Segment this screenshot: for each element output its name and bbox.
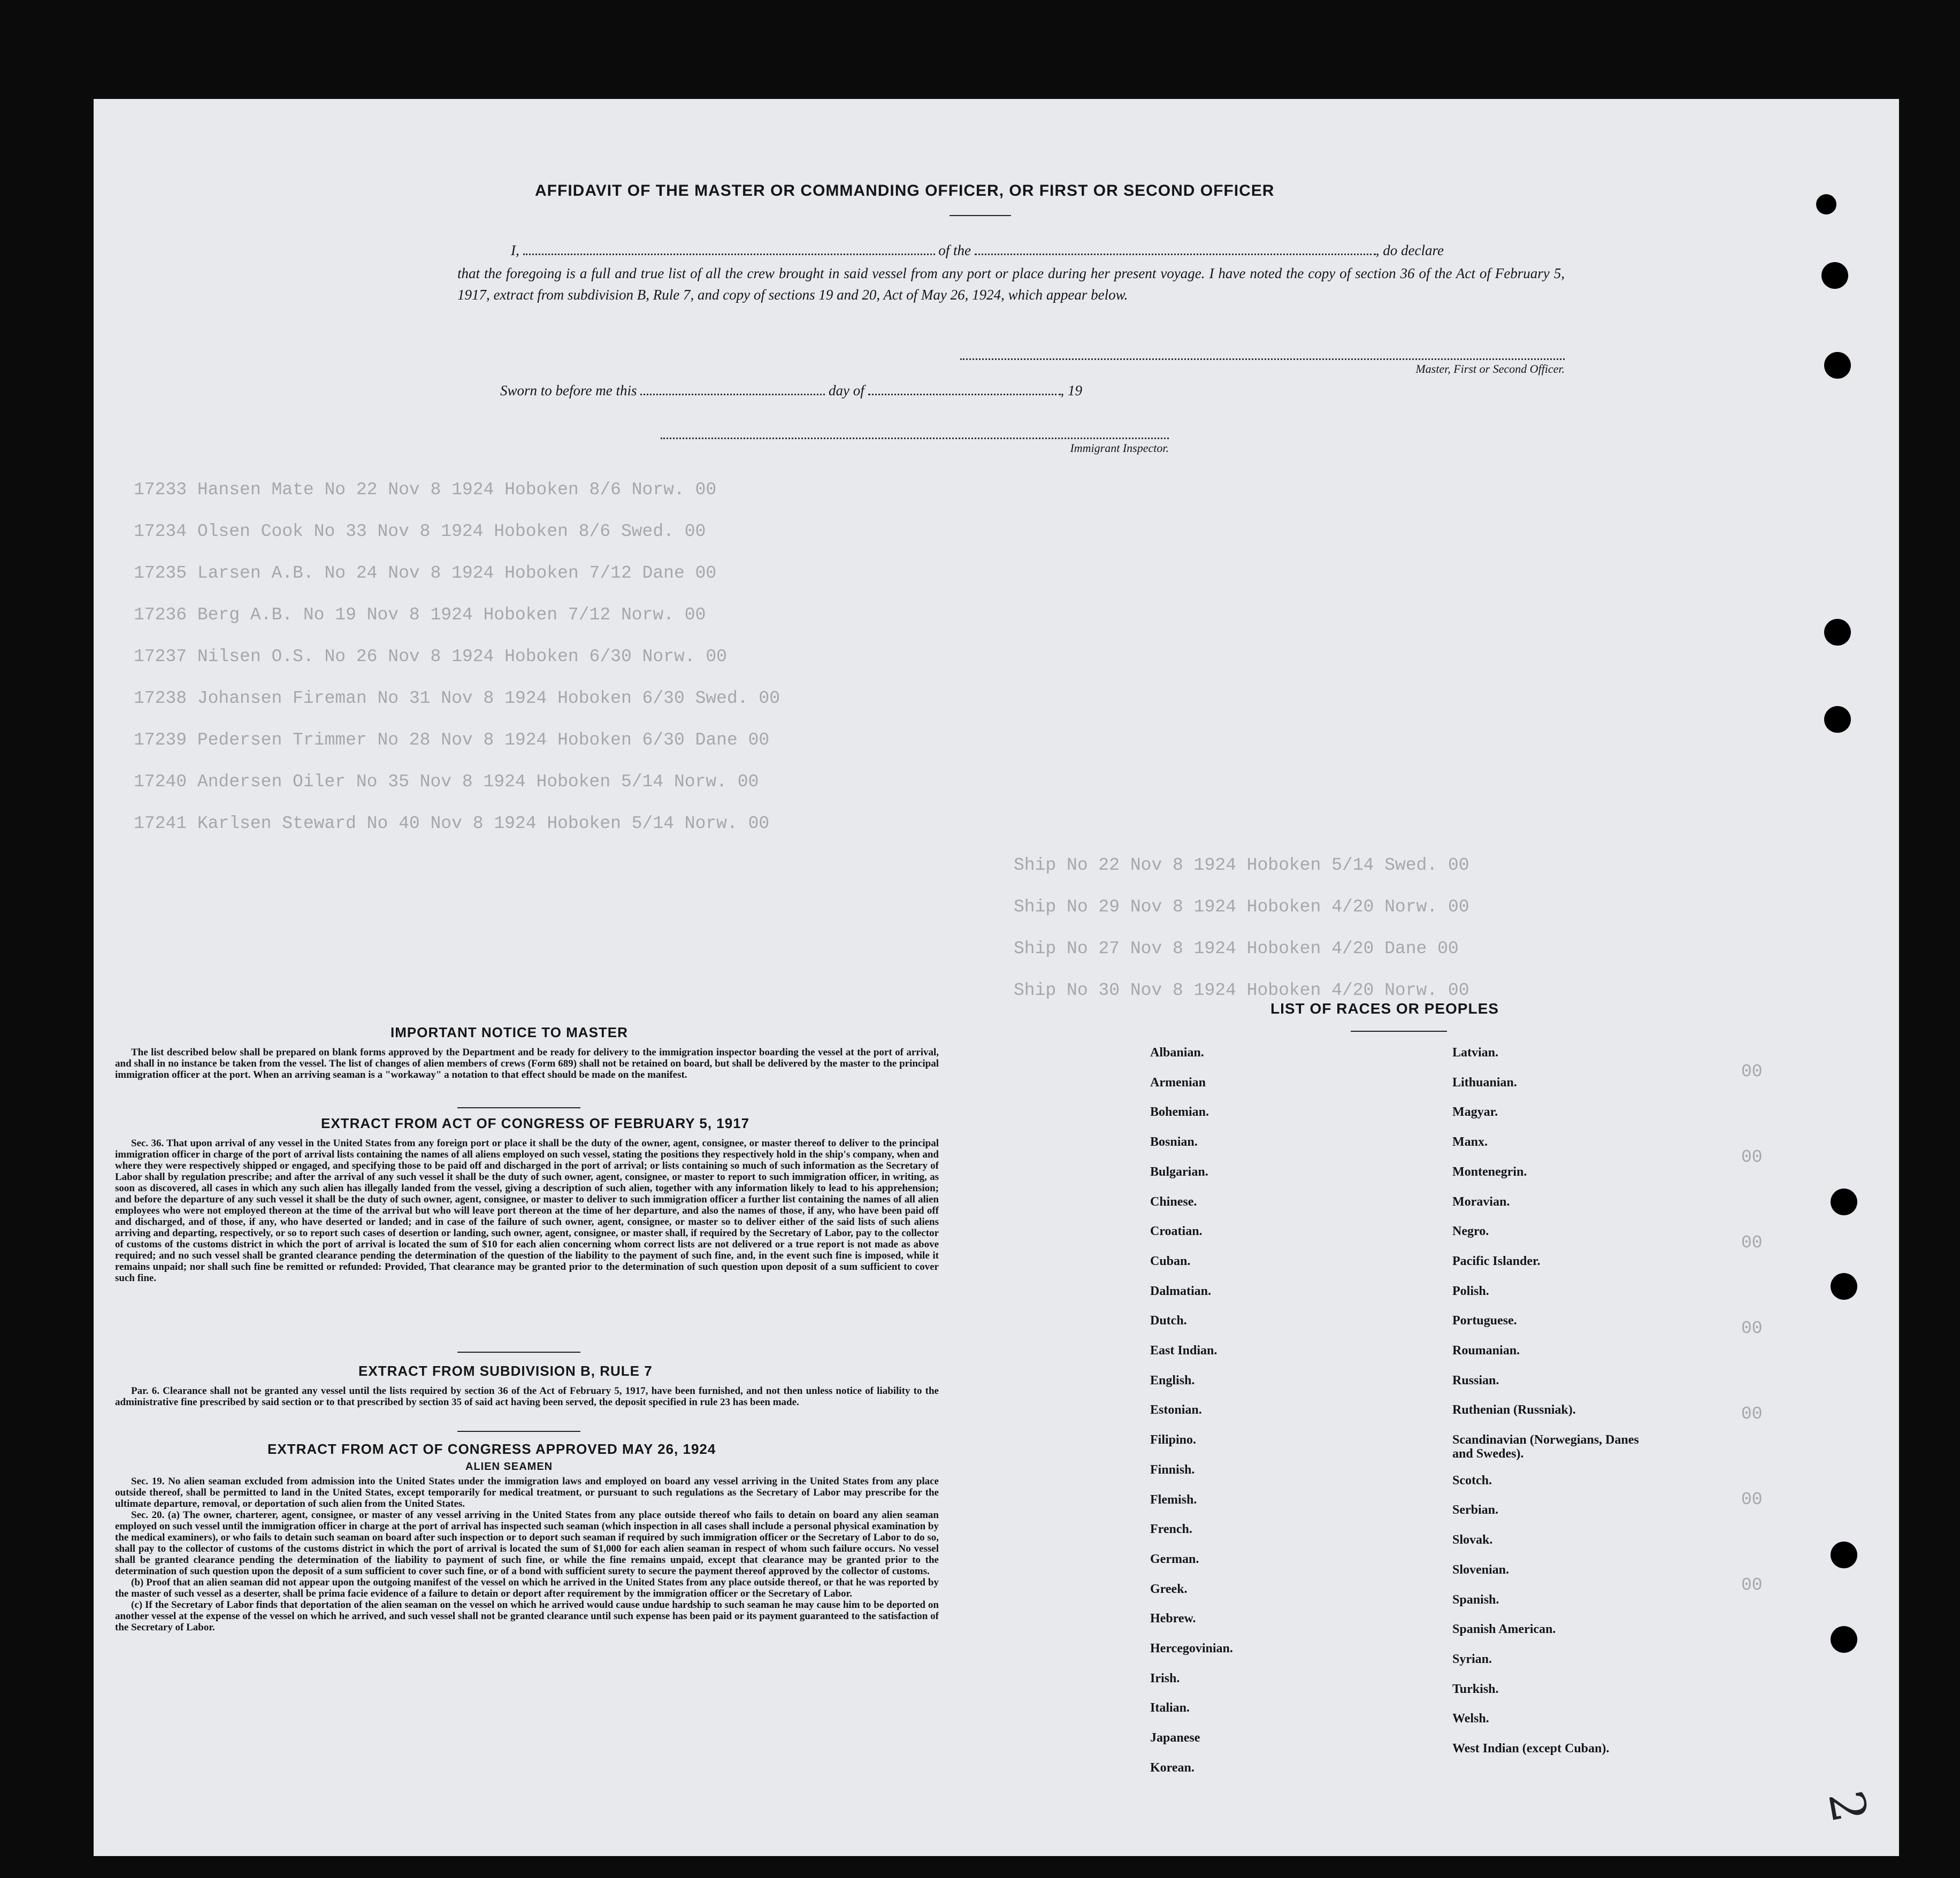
race-item: Lithuanian.: [1452, 1076, 1517, 1090]
sec-20b-paragraph: (b) Proof that an alien seaman did not appear upon the outgoing manifest of the vessel on which he arrived in the United States from any place outside thereof, or that he was reported by the master of such vessel as a deserter, shall be prima facie evidence of a failure to detain or deport after requirement by the immigration officer or the Secretary of Labor.: [115, 1577, 939, 1599]
race-item: Russian.: [1452, 1374, 1499, 1388]
race-item: English.: [1150, 1374, 1195, 1388]
sworn-label: Sworn to before me this: [500, 382, 637, 398]
binder-hole: [1824, 619, 1851, 646]
race-item: Hercegovinian.: [1150, 1642, 1233, 1655]
inspector-label: Immigrant Inspector.: [1070, 441, 1169, 455]
sec-20c-paragraph: (c) If the Secretary of Labor finds that deportation of the alien seaman on the vessel on which he arrived would cause undue hardship to such seaman he may cause him to be deported on another vessel at the expense of the vessel on which he arrived, and such vessel shall not be granted clearance until such expense has been paid or its payment guaranteed to the satisfaction of the Secretary of Labor.: [115, 1599, 939, 1633]
race-item: Bohemian.: [1150, 1105, 1209, 1119]
race-item: Polish.: [1452, 1284, 1489, 1298]
race-item: Filipino.: [1150, 1433, 1197, 1447]
race-item: Dalmatian.: [1150, 1284, 1211, 1298]
title-rule: [950, 215, 1011, 216]
binder-hole: [1831, 1626, 1857, 1653]
race-item: Slovenian.: [1452, 1563, 1510, 1577]
race-item: East Indian.: [1150, 1344, 1218, 1358]
year-label: , 19: [1060, 382, 1082, 398]
race-item: Chinese.: [1150, 1195, 1197, 1209]
par-6-paragraph: Par. 6. Clearance shall not be granted any vessel until the lists required by section 36 of the Act of February 5, 1917, have been furnished, and not then unless notice of liability to the administrative fine prescribed by said section or to that prescribed by section 35 of said act having been served, the deposit specified in rule 23 has been made.: [115, 1385, 939, 1408]
master-signature-field[interactable]: [960, 358, 1565, 360]
binder-hole: [1831, 1542, 1857, 1568]
race-item: Italian.: [1150, 1701, 1190, 1715]
binder-hole: [1831, 1189, 1857, 1215]
master-name-field[interactable]: [523, 254, 935, 255]
race-item: Slovak.: [1452, 1533, 1493, 1547]
race-item: Turkish.: [1452, 1682, 1499, 1696]
extract-rule7-title: EXTRACT FROM SUBDIVISION B, RULE 7: [358, 1363, 653, 1379]
race-item: West Indian (except Cuban).: [1452, 1742, 1610, 1756]
race-item: Armenian: [1150, 1076, 1206, 1090]
race-item: Roumanian.: [1452, 1344, 1520, 1358]
race-item: Scandinavian (Norwegians, Danes and Swedes).: [1452, 1433, 1639, 1461]
race-item: Spanish.: [1452, 1593, 1499, 1607]
race-item: Portuguese.: [1452, 1314, 1517, 1328]
race-item: Montenegrin.: [1452, 1165, 1527, 1179]
race-item: Japanese: [1150, 1731, 1200, 1745]
affidavit-title: AFFIDAVIT OF THE MASTER OR COMMANDING OFFICER, OR FIRST OR SECOND OFFICER: [535, 182, 1275, 200]
race-item: Latvian.: [1452, 1046, 1499, 1060]
divider-rule: [457, 1107, 580, 1108]
affidavit-declaration-line: [500, 242, 1570, 259]
race-item: Dutch.: [1150, 1314, 1187, 1328]
race-item: Hebrew.: [1150, 1612, 1196, 1626]
alien-seamen-subtitle: ALIEN SEAMEN: [465, 1461, 553, 1473]
race-item: Irish.: [1150, 1672, 1180, 1685]
declare-label: , do declare: [1375, 242, 1444, 258]
sworn-day-field[interactable]: [640, 394, 825, 395]
divider-rule: [457, 1352, 580, 1353]
race-item: German.: [1150, 1552, 1199, 1566]
race-item: Croatian.: [1150, 1224, 1203, 1238]
race-item: Scotch.: [1452, 1474, 1492, 1488]
sec-20a-paragraph: Sec. 20. (a) The owner, charterer, agent, consignee, or master of any vessel arriving in the United States from any place outside thereof who fails to detain on board any alien seaman employed on such vessel until the immigration officer in charge at the port of arrival has inspected such seaman (which inspection in all cases shall include a personal physical examination by the medical examiners), or who fails to detain such seaman on board after such inspection or to deport such seaman if required by such immigration officer or the Secretary of Labor to do so, shall pay to the collector of customs of the customs district in which the port of arrival is located the sum of $1,000 for each alien seaman in respect of whom such failure occurs. No vessel shall be granted clearance pending the determination of the liability to payment of such fine, or while the fine remains unpaid, except that clearance may be granted prior to the determination of such question upon the deposit of a sum sufficient to cover such fine, or of a bond with sufficient surety to secure the payment thereof approved by the collector of customs.: [115, 1509, 939, 1577]
race-item: Manx.: [1452, 1135, 1488, 1149]
affidavit-body: that the foregoing is a full and true list of all the crew brought in said vessel from any port or place during her present voyage. I have noted the copy of section 36 of the Act of February 5, 1917, extract from subdivision B, Rule 7, and copy of sections 19 and 20, Act of May 26, 1924, which appear below.: [457, 265, 1565, 303]
sworn-month-field[interactable]: [868, 394, 1061, 395]
race-item: French.: [1150, 1522, 1192, 1536]
of-the-label: of the: [938, 242, 971, 258]
race-item: Ruthenian (Russniak).: [1452, 1403, 1576, 1417]
race-item: Moravian.: [1452, 1195, 1510, 1209]
race-item: Serbian.: [1452, 1503, 1499, 1517]
extract-1924-title: EXTRACT FROM ACT OF CONGRESS APPROVED MAY 26, 1924: [267, 1441, 716, 1457]
extract-1924-text: [115, 1476, 939, 1633]
race-item: Bosnian.: [1150, 1135, 1198, 1149]
race-item: Korean.: [1150, 1761, 1195, 1775]
binder-hole: [1821, 262, 1848, 289]
master-signature-label: Master, First or Second Officer.: [1415, 362, 1565, 375]
vessel-name-field[interactable]: [975, 254, 1376, 255]
inspector-signature-field[interactable]: [661, 438, 1169, 439]
race-item: Finnish.: [1150, 1463, 1195, 1477]
notice-paragraph: The list described below shall be prepared on blank forms approved by the Department and be ready for delivery to the immigration inspector boarding the vessel at the port of arrival, and shall in no instance be taken from the vessel. The list of changes of alien members of crews (Form 689) shall not be retained on board, but shall be delivered by the master to the principal immigration officer at the port. When an arriving seaman is a "workaway" a notation to that effect should be made on the manifest.: [115, 1047, 939, 1080]
day-of-label: day of: [829, 382, 864, 398]
race-item: Bulgarian.: [1150, 1165, 1208, 1179]
notice-text: [115, 1047, 939, 1080]
extract-1917-text: [115, 1138, 939, 1284]
race-item: Negro.: [1452, 1224, 1489, 1238]
i-label: I,: [511, 242, 519, 258]
binder-hole: [1824, 706, 1851, 733]
race-item: Greek.: [1150, 1582, 1188, 1596]
race-item: Welsh.: [1452, 1712, 1489, 1726]
race-item: Flemish.: [1150, 1493, 1197, 1507]
races-title: LIST OF RACES OR PEOPLES: [1270, 1000, 1499, 1017]
form-page: 17233 Hansen Mate No 22 Nov 8 1924 Hoboken 8/6 Norw. 00 17234 Olsen Cook No 33 Nov 8 1924 Hoboken 8/6 Swed. 00 17235 Larsen A.B. No 24 Nov 8 1924 Hoboken 7/12 Dane 00 17236 Berg A.B. No 19 Nov 8 1924 Hoboken 7/12 Norw. 00 17237 Nilsen O.S. No 26 Nov 8 1924 Hoboken 6/30 Norw. 00 17238 Johansen Fireman No 31 Nov 8 1924 Hoboken 6/30 Swed. 00 17239 Pedersen Trimmer No 28 Nov 8 1924 Hoboken 6/30 Dane 00 17240 Andersen Oiler No 35 Nov 8 1924 Hoboken 5/14 Norw. 00 17241 Karlsen Steward No 40 Nov 8 1924 Hoboken 5/14 Norw. 00 Ship No 22 Nov 8 1924 Hoboken 5/14 Swed. 00 Ship No 29 Nov 8 1924 Hoboken 4/20 Norw. 00 Ship No 27 Nov 8 1924 Hoboken 4/20 Dane 00 Ship No 30 Nov 8 1924 Hoboken 4/20 Norw. 00 00 00 00 00 00 00 00 AFFIDAVIT OF THE MASTER OR COMMANDING OFFICER, OR FIRST OR SECOND OFFICER I, of the , do declare that the foregoing is a full and true list of all the crew brought in said vessel from any port or place during her present voyage. I have noted the copy of section 36 of the Act of February 5, 1917, extract from subdivision B, Rule 7, and copy of sections 19 and 20, Act of May 26, 1924, which appear below. Master, First or Second Officer. Sworn to before me this day of , 19 Immigrant Inspector. IMPORTANT NOTICE TO MASTER The list described below shall be prepared on blank forms approved by the Department and be ready for delivery to the immigration inspector boarding the vessel at the port of arrival, and shall in no instance be taken from the vessel. The list of changes of alien members of crews (Form 689) shall not be retained on board, but shall be delivered by the master to the principal immigration officer at the port. When an arriving seaman is a "workaway" a notation to that effect should be made on the manifest. EXTRACT FROM ACT OF CONGRESS OF FEBRUARY 5, 1917 Sec. 36. That upon arrival of any vessel in the United States from any foreign port or place it shall be the duty of the owner, agent, consignee, or master thereof to deliver to the principal immigration officer in charge of the port of arrival lists containing the names of all aliens employed on such vessel, stating the positions they respectively hold in the ship's company, when and where they were respectively shipped or engaged, and specifying those to be paid off and discharged in the port of arrival; or lists containing so much of such information as the Secretary of Labor shall by regulation prescribe; and after the arrival of any such vessel it shall be the duty of such owner, agent, consignee, or master to report to such immigration officer, in writing, as soon as discovered, all cases in which any such alien has illegally landed from the vessel, giving a description of such alien, together with any information likely to lead to his apprehension; and before the departure of any such vessel it shall be the duty of such owner, agent, consignee, or master to deliver to such immigration officer a further list containing the names of all alien employees who were not employed thereon at the time of the arrival but who will leave port thereon at the time of her departure, and also the names of those, if any, who have been paid off and discharged, and of those, if any, who have deserted or landed; and in case of the failure of such owner, agent, consignee, or master so to deliver either of the said lists of such aliens arriving and departing, respectively, or so to report such cases of desertion or landing, such owner, agent, consignee, or master shall, if required by the Secretary of Labor, pay to the collector of customs of the customs district in which the port of arrival is located the sum of $10 for each alien concerning whom correct lists are not delivered or a true report is not made as above required; and no such vessel shall be granted clearance pending the determination of the question of the liability to the payment of such fine, and, in the event such fine is imposed, while it remains unpaid; nor shall such fine be remitted or refunded: Provided, That clearance may be granted prior to the determination of such question upon deposit of a sum sufficient to cover such fine. EXTRACT FROM SUBDIVISION B, RULE 7 Par. 6. Clearance shall not be granted any vessel until the lists required by section 36 of the Act of February 5, 1917, have been furnished, and not then unless notice of liability to the administrative fine prescribed by said section or to that prescribed by section 35 of said act having been served, the deposit specified in rule 23 has been made. EXTRACT FROM ACT OF CONGRESS APPROVED MAY 26, 1924 ALIEN SEAMEN Sec. 19. No alien seaman excluded from admission into the United States under the immigration laws and employed on board any vessel arriving in the United States from any place outside thereof, shall be permitted to land in the United States, except temporarily for medical treatment, or pursuant to such regulations as the Secretary of Labor may prescribe for the ultimate departure, removal, or deportation of such alien from the United States. Sec. 20. (a) The owner, charterer, agent, consignee, or master of any vessel arriving in the United States from any place outside thereof who fails to detain on board any alien seaman employed on such vessel until the immigration officer in charge at the port of arrival has inspected such seaman (which inspection in all cases shall include a personal physical examination by the medical examiners), or who fails to detain such seaman on board after such inspection or to deport such seaman if required by such immigration officer or the Secretary of Labor to do so, shall pay to the collector of customs of the customs district in which the port of arrival is located the sum of $1,000 for each alien seaman in respect of whom such failure occurs. No vessel shall be granted clearance pending the determination of the liability to payment of such fine, or while the fine remains unpaid, except that clearance may be granted prior to the determination of such question upon the deposit of a sum sufficient to cover such fine, or of a bond with sufficient surety to secure the payment thereof approved by the collector of customs. (b) Proof that an alien seaman did not appear upon the outgoing manifest of the vessel on which he arrived in the United States from any place outside thereof, or that he was reported by the master of such vessel as a deserter, shall be prima facie evidence of a failure to detain or deport after requirement by the immigration officer or the Secretary of Labor. (c) If the Secretary of Labor finds that deportation of the alien seaman on the vessel on which he arrived would cause undue hardship to such seaman he may cause him to be deported on another vessel at the expense of the vessel on which he arrived, and such vessel shall not be granted clearance until such expense has been paid or its payment guaranteed to the satisfaction of the Secretary of Labor. LIST OF RACES OR PEOPLES 2 Albanian. Armenian Bohemian. Bosnian. Bulgarian. Chinese. Croatian. Cuban. Dalmatian. Dutch. East Indian. English. Estonian. Filipino. Finnish. Flemish. French. German. Greek. Hebrew. Hercegovinian. Irish. Italian. Japanese Korean. Latvian. Lithuanian. Magyar. Manx. Montenegrin. Moravian. Negro. Pacific Islander. Polish. Portuguese. Roumanian. Russian. Ruthenian (Russniak). Scandinavian (Norwegians, Danes and Swedes). Scotch. Serbian. Slovak. Slovenian. Spanish. Spanish American. Syrian. Turkish. Welsh. West Indian (except Cuban).: [94, 99, 1899, 1856]
race-item: Magyar.: [1452, 1105, 1498, 1119]
binder-hole: [1816, 194, 1836, 214]
extract-rule7-text: [115, 1385, 939, 1408]
binder-hole: [1824, 352, 1851, 379]
sec-36-paragraph: Sec. 36. That upon arrival of any vessel in the United States from any foreign port or place it shall be the duty of the owner, agent, consignee, or master thereof to deliver to the principal immigration officer in charge of the port of arrival lists containing the names of all aliens employed on such vessel, stating the positions they respectively hold in the ship's company, when and where they were respectively shipped or engaged, and specifying those to be paid off and discharged in the port of arrival; or lists containing so much of such information as the Secretary of Labor shall by regulation prescribe; and after the arrival of any such vessel it shall be the duty of such owner, agent, consignee, or master to report to such immigration officer, in writing, as soon as discovered, all cases in which any such alien has illegally landed from the vessel, giving a description of such alien, together with any information likely to lead to his apprehension; and before the departure of any such vessel it shall be the duty of such owner, agent, consignee, or master to deliver to such immigration officer a further list containing the names of all alien employees who were not employed thereon at the time of the arrival but who will leave port thereon at the time of her departure, and also the names of those, if any, who have been paid off and discharged, and of those, if any, who have deserted or landed; and in case of the failure of such owner, agent, consignee, or master so to deliver either of the said lists of such aliens arriving and departing, respectively, or so to report such cases of desertion or landing, such owner, agent, consignee, or master shall, if required by the Secretary of Labor, pay to the collector of customs of the customs district in which the port of arrival is located the sum of $10 for each alien concerning whom correct lists are not delivered or a true report is not made as above required; and no such vessel shall be granted clearance pending the determination of the question of the liability to the payment of such fine, and, in the event such fine is imposed, while it remains unpaid; nor shall such fine be remitted or refunded: Provided, That clearance may be granted prior to the determination of such question upon deposit of a sum sufficient to cover such fine.: [115, 1138, 939, 1284]
race-item: Estonian.: [1150, 1403, 1202, 1417]
sworn-line: [500, 382, 1082, 399]
races-title-rule: [1351, 1031, 1447, 1032]
race-item: Cuban.: [1150, 1254, 1191, 1268]
notice-title: IMPORTANT NOTICE TO MASTER: [391, 1024, 628, 1040]
extract-1917-title: EXTRACT FROM ACT OF CONGRESS OF FEBRUARY 5, 1917: [321, 1115, 750, 1131]
race-item: Albanian.: [1150, 1046, 1204, 1060]
race-item: Pacific Islander.: [1452, 1254, 1541, 1268]
race-item: Spanish American.: [1452, 1622, 1556, 1636]
binder-hole: [1831, 1273, 1857, 1300]
sec-19-paragraph: Sec. 19. No alien seaman excluded from admission into the United States under the immigration laws and employed on board any vessel arriving in the United States from any place outside thereof, shall be permitted to land in the United States, except temporarily for medical treatment, or pursuant to such regulations as the Secretary of Labor may prescribe for the ultimate departure, removal, or deportation of such alien from the United States.: [115, 1476, 939, 1509]
handwritten-mark: 2: [1817, 1787, 1878, 1827]
divider-rule: [457, 1431, 580, 1432]
race-item: Syrian.: [1452, 1652, 1492, 1666]
